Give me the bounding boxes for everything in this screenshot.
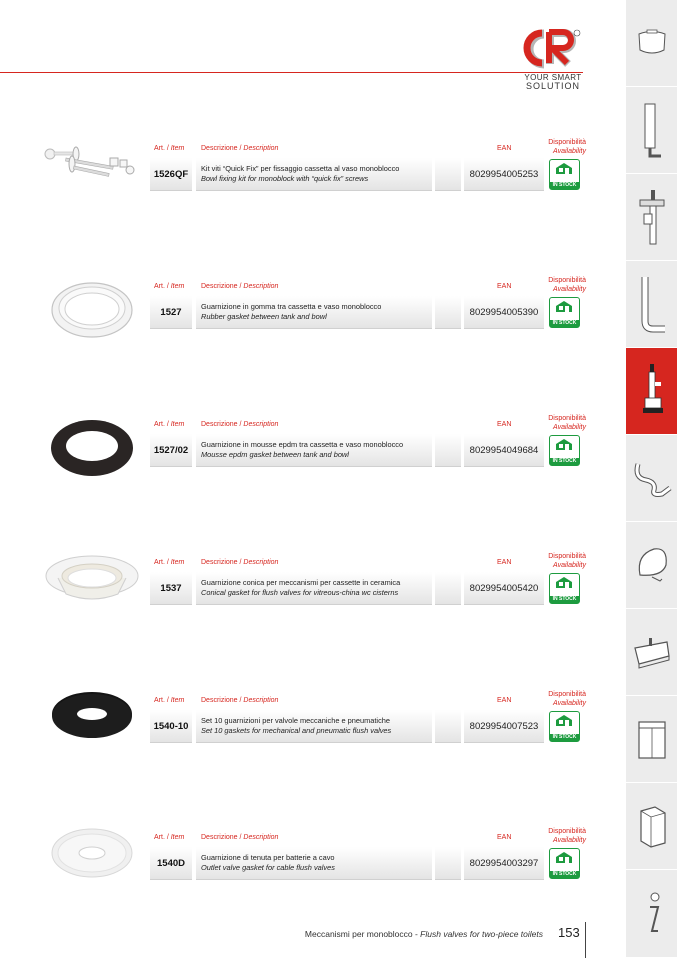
product-row bbox=[0, 552, 626, 662]
cell-spacer bbox=[435, 572, 461, 605]
col-header-art: Art. / Item bbox=[154, 283, 185, 290]
product-description: Kit viti “Quick Fix” per fissaggio cassetta al vaso monoblocco Bowl fixing kit for monoblock with “quick fix” screws bbox=[196, 158, 432, 191]
warehouse-icon bbox=[555, 438, 573, 451]
cell-spacer bbox=[435, 710, 461, 743]
product-description: Guarnizione in gomma tra cassetta e vaso monoblocco Rubber gasket between tank and bowl bbox=[196, 296, 432, 329]
in-stock-label: IN STOCK bbox=[550, 320, 579, 327]
product-code: 1526QF bbox=[150, 158, 192, 191]
col-header-art: Art. / Item bbox=[154, 559, 185, 566]
cabinet-icon bbox=[635, 716, 669, 762]
product-description: Guarnizione in mousse epdm tra cassetta e vaso monoblocco Mousse epdm gasket between tank and bowl bbox=[196, 434, 432, 467]
col-header-desc: Descrizione / Description bbox=[201, 283, 279, 290]
product-row bbox=[0, 276, 626, 386]
page-number-rule bbox=[585, 922, 586, 958]
cell-spacer bbox=[435, 158, 461, 191]
product-ean: 8029954005420 bbox=[464, 572, 544, 605]
tagline-line2: SOLUTION bbox=[525, 81, 580, 91]
product-code: 1540D bbox=[150, 847, 192, 880]
col-header-desc: Descrizione / Description bbox=[201, 145, 279, 152]
product-ean: 8029954005390 bbox=[464, 296, 544, 329]
col-header-art: Art. / Item bbox=[154, 834, 185, 841]
product-row bbox=[0, 690, 626, 800]
sink-icon bbox=[631, 634, 673, 670]
sidebar-tab-flush-pipe[interactable] bbox=[626, 87, 677, 174]
product-row bbox=[0, 414, 626, 524]
col-header-desc: Descrizione / Description bbox=[201, 834, 279, 841]
col-header-desc: Descrizione / Description bbox=[201, 697, 279, 704]
product-code: 1527 bbox=[150, 296, 192, 329]
sidebar-tab-sink[interactable] bbox=[626, 609, 677, 696]
warehouse-icon bbox=[555, 162, 573, 175]
product-code: 1540-10 bbox=[150, 710, 192, 743]
cistern-icon bbox=[635, 28, 669, 58]
cell-spacer bbox=[435, 847, 461, 880]
page-number: 153 bbox=[558, 925, 580, 940]
product-ean: 8029954049684 bbox=[464, 434, 544, 467]
sidebar-tab-flush-valve[interactable] bbox=[626, 348, 677, 435]
product-image-screw-kit bbox=[44, 138, 140, 202]
product-description: Guarnizione di tenuta per batterie a cavo Outlet valve gasket for cable flush valves bbox=[196, 847, 432, 880]
col-header-ean: EAN bbox=[497, 559, 512, 566]
col-header-ean: EAN bbox=[497, 145, 512, 152]
product-description: Guarnizione conica per meccanismi per cassette in ceramica Conical gasket for flush valves for vitreous-china wc cisterns bbox=[196, 572, 432, 605]
product-image-conical-gasket bbox=[44, 552, 140, 616]
sidebar-tab-cistern[interactable] bbox=[626, 0, 677, 87]
in-stock-badge bbox=[549, 435, 580, 466]
cell-spacer bbox=[435, 296, 461, 329]
col-header-availability: Disponibilità Availability bbox=[548, 139, 586, 155]
warehouse-icon bbox=[555, 714, 573, 727]
product-description: Set 10 guarnizioni per valvole meccaniche e pneumatiche Set 10 gaskets for mechanical and pneumatic flush valves bbox=[196, 710, 432, 743]
flush-valve-icon bbox=[635, 360, 669, 422]
col-header-desc: Descrizione / Description bbox=[201, 559, 279, 566]
info-icon bbox=[640, 891, 664, 937]
col-header-availability: Disponibilità Availability bbox=[548, 277, 586, 293]
in-stock-badge bbox=[549, 159, 580, 190]
in-stock-badge bbox=[549, 848, 580, 879]
sidebar-tab-siphon[interactable] bbox=[626, 435, 677, 522]
shower-box-icon bbox=[635, 803, 669, 849]
warehouse-icon bbox=[555, 851, 573, 864]
product-row bbox=[0, 827, 626, 937]
in-stock-label: IN STOCK bbox=[550, 871, 579, 878]
in-stock-label: IN STOCK bbox=[550, 734, 579, 741]
col-header-availability: Disponibilità Availability bbox=[548, 691, 586, 707]
warehouse-icon bbox=[555, 576, 573, 589]
col-header-art: Art. / Item bbox=[154, 421, 185, 428]
tagline-line1: YOUR SMART bbox=[524, 73, 582, 82]
category-sidebar bbox=[626, 0, 677, 958]
col-header-desc: Descrizione / Description bbox=[201, 421, 279, 428]
col-header-ean: EAN bbox=[497, 421, 512, 428]
col-header-availability: Disponibilità Availability bbox=[548, 828, 586, 844]
col-header-ean: EAN bbox=[497, 697, 512, 704]
product-ean: 8029954005253 bbox=[464, 158, 544, 191]
product-code: 1537 bbox=[150, 572, 192, 605]
sidebar-tab-toilet-seat[interactable] bbox=[626, 522, 677, 609]
in-stock-label: IN STOCK bbox=[550, 596, 579, 603]
col-header-ean: EAN bbox=[497, 283, 512, 290]
siphon-icon bbox=[632, 458, 672, 498]
flush-pipe-icon bbox=[635, 100, 669, 160]
col-header-ean: EAN bbox=[497, 834, 512, 841]
product-ean: 8029954007523 bbox=[464, 710, 544, 743]
sidebar-tab-bend-pipe[interactable] bbox=[626, 261, 677, 348]
product-ean: 8029954003297 bbox=[464, 847, 544, 880]
toilet-seat-icon bbox=[632, 545, 672, 585]
sidebar-tab-cabinet[interactable] bbox=[626, 696, 677, 783]
sidebar-tab-fill-valve[interactable] bbox=[626, 174, 677, 261]
sidebar-tab-info[interactable] bbox=[626, 870, 677, 958]
col-header-art: Art. / Item bbox=[154, 145, 185, 152]
col-header-availability: Disponibilità Availability bbox=[548, 553, 586, 569]
in-stock-badge bbox=[549, 573, 580, 604]
in-stock-badge bbox=[549, 297, 580, 328]
cell-spacer bbox=[435, 434, 461, 467]
footer-section-title: Meccanismi per monoblocco - Flush valves for two-piece toilets bbox=[304, 929, 543, 939]
product-image-epdm-gasket bbox=[44, 414, 140, 478]
col-header-availability: Disponibilità Availability bbox=[548, 415, 586, 431]
col-header-art: Art. / Item bbox=[154, 697, 185, 704]
sidebar-tab-shower-box[interactable] bbox=[626, 783, 677, 870]
product-row bbox=[0, 138, 626, 248]
fill-valve-icon bbox=[634, 186, 670, 248]
warehouse-icon bbox=[555, 300, 573, 313]
header-rule bbox=[0, 72, 583, 73]
in-stock-badge bbox=[549, 711, 580, 742]
brand-tagline bbox=[518, 73, 588, 91]
bend-pipe-icon bbox=[635, 273, 669, 335]
product-image-gasket-set bbox=[44, 690, 140, 754]
in-stock-label: IN STOCK bbox=[550, 182, 579, 189]
in-stock-label: IN STOCK bbox=[550, 458, 579, 465]
product-image-outlet-gasket bbox=[44, 827, 140, 891]
product-code: 1527/02 bbox=[150, 434, 192, 467]
product-image-rubber-gasket bbox=[44, 276, 140, 340]
